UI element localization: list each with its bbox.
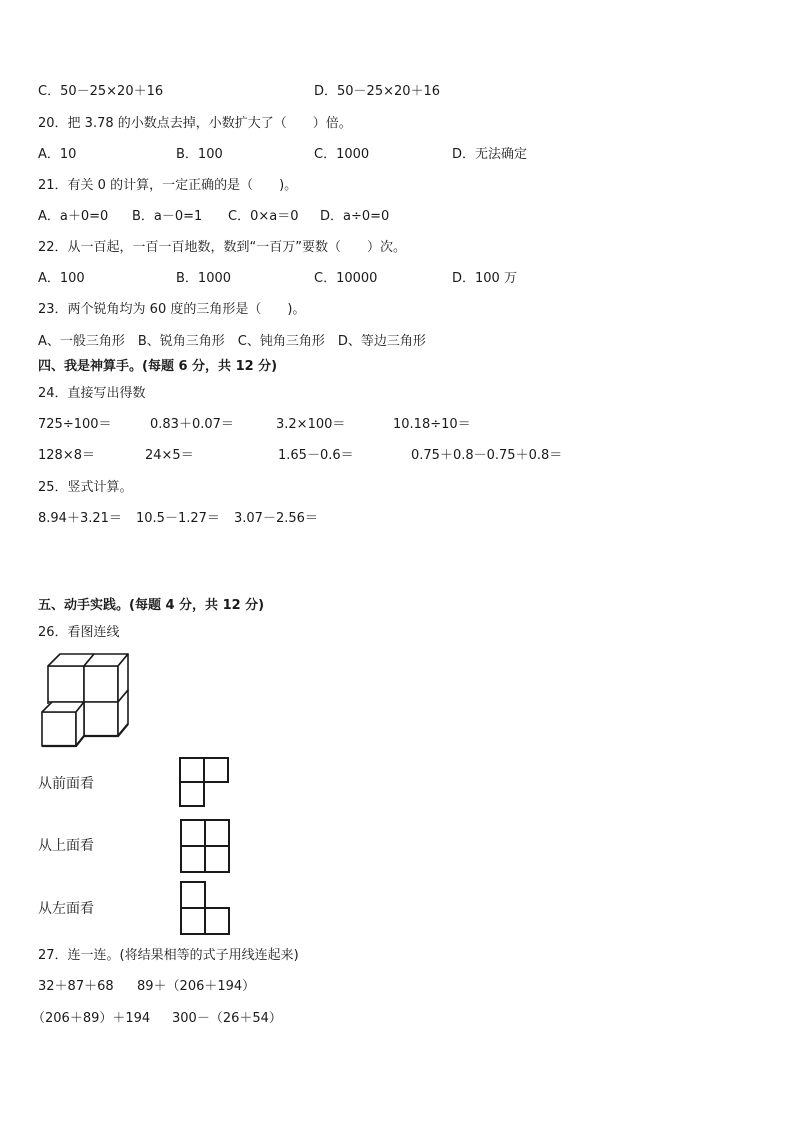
q19-option-d: D．50－25×20＋16: [314, 84, 441, 99]
q27-r1-left: 32＋87＋68: [38, 979, 114, 994]
q25-stem: 25．竖式计算。: [38, 480, 133, 495]
q24-r1-item4: 10.18÷10＝: [393, 417, 471, 432]
q22-option-a: A．100: [38, 271, 85, 286]
q20-option-c: C．1000: [314, 147, 370, 162]
q21-stem: 21．有关 0 的计算，一定正确的是（ )。: [38, 178, 298, 193]
q19-option-c: C．50－25×20＋16: [38, 84, 164, 99]
q21-option-c: C．0×a＝0: [228, 209, 299, 224]
view-grid-option-2: [179, 818, 231, 874]
q27-r2-right: 300－（26＋54）: [172, 1011, 282, 1026]
q24-r1-item1: 725÷100＝: [38, 417, 112, 432]
q27-r2-left: （206＋89）＋194: [32, 1011, 151, 1026]
q23-stem: 23．两个锐角均为 60 度的三角形是（ )。: [38, 302, 306, 317]
q21-option-b: B．a－0=1: [132, 209, 203, 224]
q21-option-d: D．a÷0=0: [320, 209, 390, 224]
q21-option-a: A．a＋0=0: [38, 209, 109, 224]
q24-r2-item3: 1.65－0.6＝: [278, 448, 354, 463]
q24-r2-item1: 128×8＝: [38, 448, 95, 463]
q20-option-a: A．10: [38, 147, 77, 162]
q25-item2: 10.5－1.27＝: [136, 511, 220, 526]
q25-item1: 8.94＋3.21＝: [38, 511, 122, 526]
view-grid-option-1: [178, 756, 230, 810]
q24-r1-item2: 0.83＋0.07＝: [150, 417, 234, 432]
view-grid-option-3: [179, 880, 231, 936]
view-label-front: 从前面看: [38, 776, 94, 792]
section5-heading: 五、动手实践。(每题 4 分，共 12 分): [38, 598, 265, 613]
view-label-top: 从上面看: [38, 838, 94, 854]
q22-option-d: D．100 万: [452, 271, 517, 286]
q20-stem: 20．把 3.78 的小数点去掉，小数扩大了（ ）倍。: [38, 116, 352, 131]
q26-stem: 26．看图连线: [38, 625, 120, 640]
cube-stack-figure: [38, 650, 130, 748]
view-label-left: 从左面看: [38, 901, 94, 917]
q22-stem: 22．从一百起，一百一百地数，数到“一百万”要数（ ）次。: [38, 240, 407, 255]
q24-r2-item4: 0.75＋0.8－0.75＋0.8＝: [411, 448, 563, 463]
q24-stem: 24．直接写出得数: [38, 386, 146, 401]
section4-heading: 四、我是神算手。(每题 6 分，共 12 分): [38, 359, 278, 374]
q27-stem: 27．连一连。(将结果相等的式子用线连起来): [38, 948, 299, 963]
q25-item3: 3.07－2.56＝: [234, 511, 318, 526]
q22-option-c: C．10000: [314, 271, 378, 286]
q20-option-d: D．无法确定: [452, 147, 528, 162]
q24-r1-item3: 3.2×100＝: [276, 417, 346, 432]
q20-option-b: B．100: [176, 147, 223, 162]
q22-option-b: B．1000: [176, 271, 232, 286]
q27-r1-right: 89＋（206＋194）: [137, 979, 256, 994]
q23-options: A、一般三角形 B、锐角三角形 C、钝角三角形 D、等边三角形: [38, 334, 426, 349]
q24-r2-item2: 24×5＝: [145, 448, 194, 463]
